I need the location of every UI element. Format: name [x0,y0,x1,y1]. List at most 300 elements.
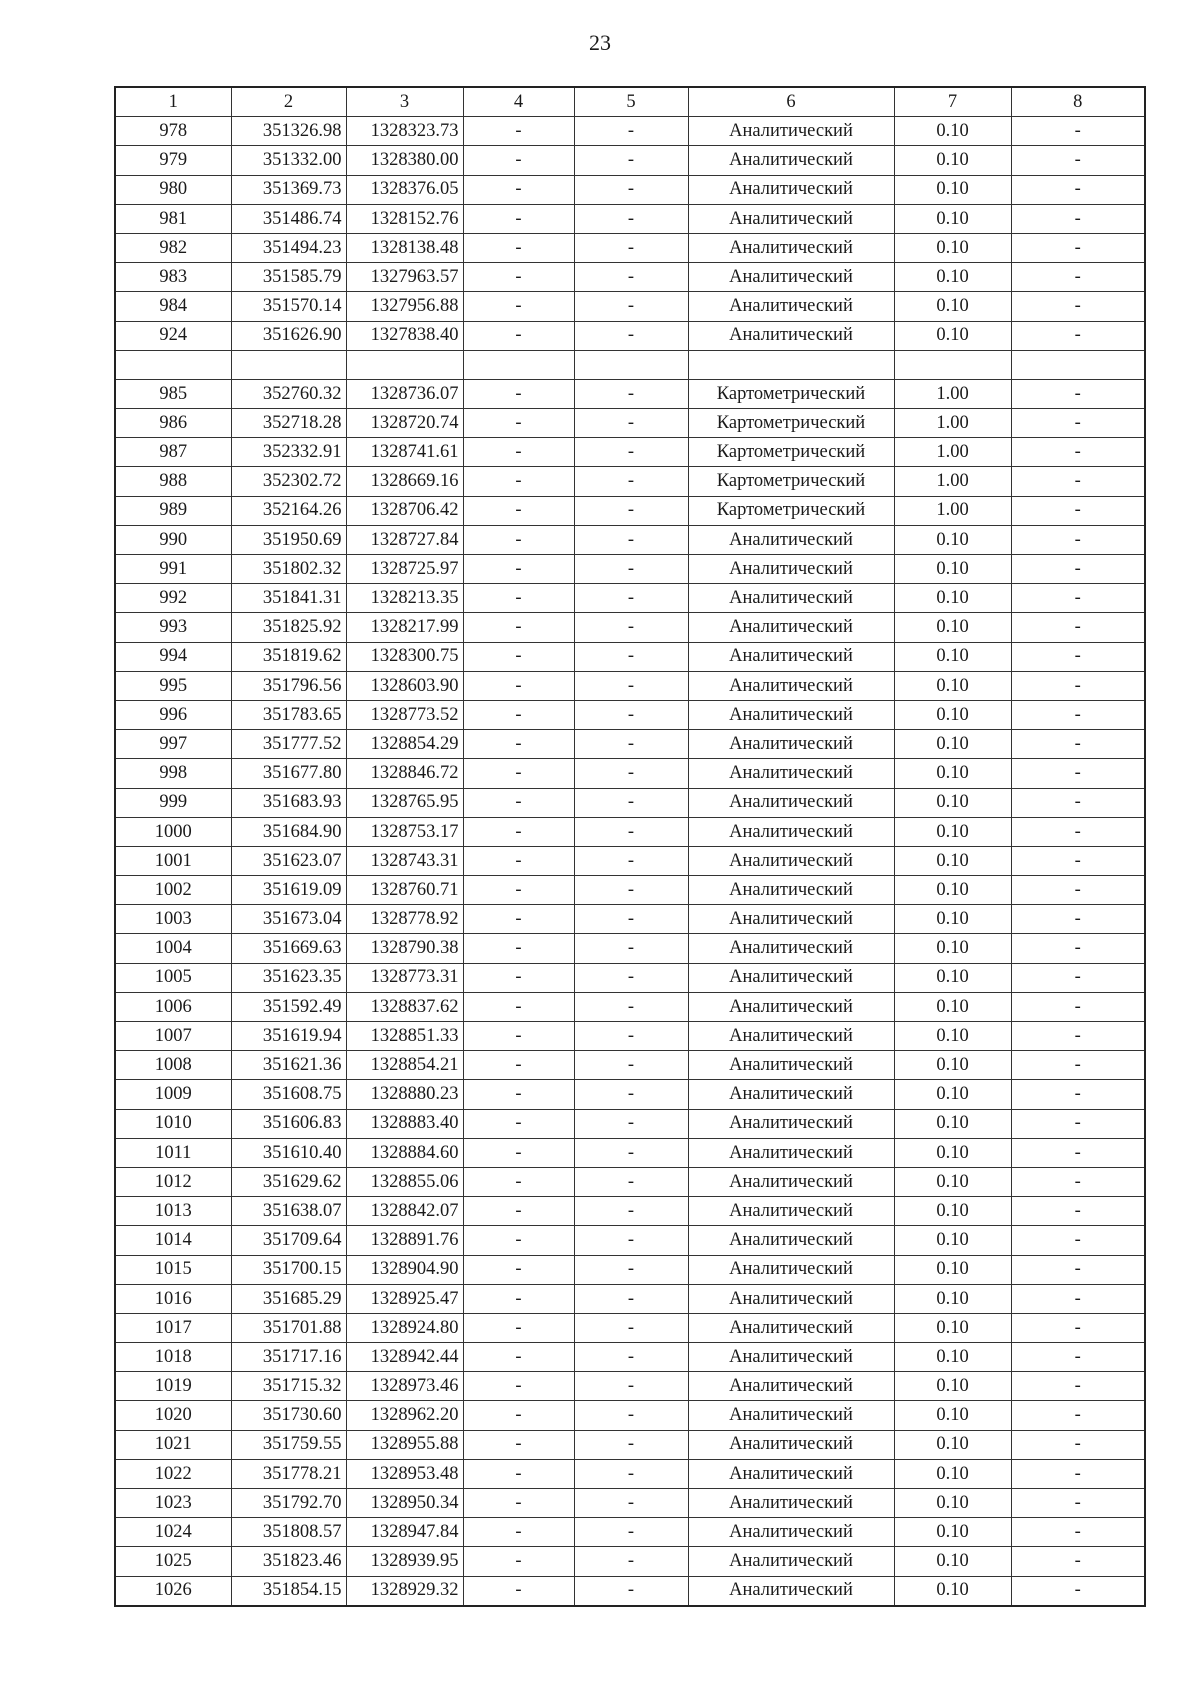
cell-col-8: - [1011,1138,1145,1167]
cell-method: Аналитический [688,817,894,846]
cell-coord-y: 1328854.29 [346,730,463,759]
cell-accuracy: 1.00 [894,438,1011,467]
cell-col-4: - [463,671,574,700]
cell-col-4: - [463,584,574,613]
cell-col-8: - [1011,292,1145,321]
cell-point-number: 989 [115,496,231,525]
cell-col-5: - [574,1372,688,1401]
cell-col-8: - [1011,555,1145,584]
cell-accuracy: 0.10 [894,321,1011,350]
table-row [115,379,1145,408]
cell-method: Аналитический [688,1547,894,1576]
cell-coord-y: 1328973.46 [346,1372,463,1401]
cell-accuracy: 0.10 [894,613,1011,642]
table-row [115,1401,1145,1430]
cell-accuracy: 0.10 [894,1518,1011,1547]
cell-method: Аналитический [688,146,894,175]
cell-accuracy: 1.00 [894,496,1011,525]
cell-coord-y: 1328376.05 [346,175,463,204]
cell-point-number: 996 [115,700,231,729]
cell-col-5: - [574,204,688,233]
cell-col-8: - [1011,1313,1145,1342]
cell-col-5: - [574,642,688,671]
cell-col-5: - [574,1109,688,1138]
cell-method [688,350,894,379]
cell-method: Аналитический [688,525,894,554]
cell-accuracy: 0.10 [894,1372,1011,1401]
cell-coord-y: 1328837.62 [346,992,463,1021]
table-row [115,321,1145,350]
cell-accuracy: 0.10 [894,876,1011,905]
cell-coord-y: 1328152.76 [346,204,463,233]
cell-coord-y: 1328323.73 [346,117,463,146]
cell-method: Аналитический [688,1372,894,1401]
cell-point-number: 1013 [115,1197,231,1226]
table-row [115,409,1145,438]
cell-col-8: - [1011,1547,1145,1576]
cell-col-8: - [1011,788,1145,817]
cell-accuracy [894,350,1011,379]
cell-col-5: - [574,1051,688,1080]
cell-col-8: - [1011,175,1145,204]
cell-method: Аналитический [688,1401,894,1430]
cell-coord-x: 351608.75 [231,1080,346,1109]
cell-point-number: 998 [115,759,231,788]
cell-col-4: - [463,525,574,554]
cell-point-number: 1026 [115,1576,231,1606]
cell-point-number: 981 [115,204,231,233]
cell-accuracy: 0.10 [894,555,1011,584]
cell-accuracy: 0.10 [894,1313,1011,1342]
cell-coord-y: 1328760.71 [346,876,463,905]
cell-accuracy: 0.10 [894,642,1011,671]
table-row [115,1167,1145,1196]
cell-col-8: - [1011,233,1145,262]
cell-coord-x: 351950.69 [231,525,346,554]
table-row [115,846,1145,875]
table-row [115,963,1145,992]
cell-point-number: 992 [115,584,231,613]
cell-coord-x: 351592.49 [231,992,346,1021]
cell-col-4: - [463,1518,574,1547]
cell-col-4: - [463,1576,574,1606]
column-header-2: 2 [231,87,346,117]
cell-coord-x: 351777.52 [231,730,346,759]
cell-coord-y: 1328773.31 [346,963,463,992]
cell-coord-y: 1327963.57 [346,263,463,292]
cell-col-4: - [463,117,574,146]
table-row [115,788,1145,817]
cell-accuracy: 0.10 [894,1051,1011,1080]
cell-col-8: - [1011,1576,1145,1606]
cell-method: Аналитический [688,584,894,613]
cell-point-number [115,350,231,379]
table-row [115,700,1145,729]
cell-col-4: - [463,292,574,321]
cell-point-number: 1002 [115,876,231,905]
table-row [115,584,1145,613]
cell-col-4: - [463,1080,574,1109]
cell-method: Аналитический [688,846,894,875]
cell-point-number: 1025 [115,1547,231,1576]
cell-col-4: - [463,263,574,292]
cell-coord-x: 351673.04 [231,905,346,934]
cell-col-8: - [1011,1255,1145,1284]
cell-col-4: - [463,1022,574,1051]
cell-col-5: - [574,1197,688,1226]
cell-col-4: - [463,759,574,788]
cell-coord-y: 1328217.99 [346,613,463,642]
cell-coord-y: 1328778.92 [346,905,463,934]
cell-method: Аналитический [688,1197,894,1226]
cell-coord-x: 351684.90 [231,817,346,846]
table-row [115,1197,1145,1226]
table-row [115,1284,1145,1313]
table-row [115,934,1145,963]
cell-accuracy: 0.10 [894,233,1011,262]
cell-col-4 [463,350,574,379]
cell-col-4: - [463,146,574,175]
table-row [115,905,1145,934]
cell-coord-y: 1328706.42 [346,496,463,525]
cell-col-4: - [463,321,574,350]
table-row [115,525,1145,554]
cell-coord-x: 351669.63 [231,934,346,963]
cell-point-number: 1015 [115,1255,231,1284]
cell-coord-y: 1328790.38 [346,934,463,963]
cell-point-number: 982 [115,233,231,262]
cell-col-4: - [463,1313,574,1342]
cell-method: Аналитический [688,1430,894,1459]
table-row [115,730,1145,759]
cell-col-4: - [463,1430,574,1459]
cell-method: Аналитический [688,1080,894,1109]
cell-accuracy: 0.10 [894,1109,1011,1138]
cell-point-number: 1012 [115,1167,231,1196]
cell-method: Аналитический [688,642,894,671]
table-row [115,876,1145,905]
cell-method: Аналитический [688,1167,894,1196]
cell-col-8: - [1011,1284,1145,1313]
cell-method: Аналитический [688,613,894,642]
cell-col-4: - [463,788,574,817]
cell-col-8: - [1011,1197,1145,1226]
table-row [115,613,1145,642]
cell-col-8: - [1011,642,1145,671]
cell-accuracy: 0.10 [894,263,1011,292]
table-row [115,1343,1145,1372]
cell-col-8: - [1011,700,1145,729]
cell-coord-x: 351606.83 [231,1109,346,1138]
cell-col-5: - [574,496,688,525]
cell-col-5: - [574,759,688,788]
cell-col-5: - [574,409,688,438]
cell-method: Аналитический [688,1459,894,1488]
table-row [115,555,1145,584]
cell-coord-x: 351783.65 [231,700,346,729]
cell-coord-x: 351326.98 [231,117,346,146]
page-number: 23 [589,30,611,55]
table-row [115,1138,1145,1167]
table-row [115,1547,1145,1576]
column-header-1: 1 [115,87,231,117]
cell-coord-x: 351621.36 [231,1051,346,1080]
cell-coord-y: 1328380.00 [346,146,463,175]
cell-col-4: - [463,438,574,467]
cell-coord-y: 1328300.75 [346,642,463,671]
cell-method: Картометрический [688,409,894,438]
cell-method: Аналитический [688,1576,894,1606]
cell-col-8: - [1011,409,1145,438]
cell-coord-x: 351626.90 [231,321,346,350]
cell-coord-x: 351796.56 [231,671,346,700]
cell-col-4: - [463,175,574,204]
cell-point-number: 986 [115,409,231,438]
cell-coord-y: 1327838.40 [346,321,463,350]
cell-col-5: - [574,1080,688,1109]
cell-coord-y: 1328854.21 [346,1051,463,1080]
table-row [115,1576,1145,1606]
cell-col-5: - [574,146,688,175]
cell-method: Аналитический [688,1051,894,1080]
cell-coord-y: 1328955.88 [346,1430,463,1459]
table-row [115,175,1145,204]
table-row [115,1372,1145,1401]
cell-col-8: - [1011,321,1145,350]
table-row [115,1022,1145,1051]
cell-col-8: - [1011,1343,1145,1372]
cell-col-8: - [1011,1167,1145,1196]
cell-col-5: - [574,233,688,262]
cell-method: Картометрический [688,379,894,408]
cell-col-8: - [1011,146,1145,175]
cell-accuracy: 0.10 [894,1489,1011,1518]
cell-coord-x: 351623.35 [231,963,346,992]
cell-method: Аналитический [688,730,894,759]
cell-col-4: - [463,700,574,729]
cell-col-5: - [574,1167,688,1196]
cell-col-5: - [574,1343,688,1372]
cell-coord-x: 351685.29 [231,1284,346,1313]
cell-point-number: 1011 [115,1138,231,1167]
column-header-3: 3 [346,87,463,117]
cell-coord-y: 1328962.20 [346,1401,463,1430]
cell-col-5 [574,350,688,379]
cell-point-number: 1018 [115,1343,231,1372]
cell-col-5: - [574,467,688,496]
cell-accuracy: 0.10 [894,584,1011,613]
cell-col-5: - [574,292,688,321]
cell-col-4: - [463,642,574,671]
cell-method: Аналитический [688,175,894,204]
cell-point-number: 980 [115,175,231,204]
cell-accuracy: 0.10 [894,1197,1011,1226]
cell-point-number: 1007 [115,1022,231,1051]
cell-point-number: 1006 [115,992,231,1021]
cell-coord-x: 351730.60 [231,1401,346,1430]
cell-coord-x: 352718.28 [231,409,346,438]
cell-col-8: - [1011,876,1145,905]
table-row [115,1255,1145,1284]
cell-method: Аналитический [688,1284,894,1313]
cell-point-number: 1010 [115,1109,231,1138]
cell-col-5: - [574,963,688,992]
cell-col-8: - [1011,1051,1145,1080]
cell-col-5: - [574,379,688,408]
cell-accuracy: 0.10 [894,1343,1011,1372]
cell-col-8: - [1011,1022,1145,1051]
cell-coord-x: 351759.55 [231,1430,346,1459]
cell-col-4: - [463,379,574,408]
cell-col-8: - [1011,817,1145,846]
cell-col-5: - [574,555,688,584]
cell-coord-x: 351619.94 [231,1022,346,1051]
table-row [115,817,1145,846]
cell-method: Аналитический [688,1518,894,1547]
cell-col-5: - [574,613,688,642]
cell-col-8: - [1011,963,1145,992]
table-row [115,1430,1145,1459]
cell-method: Картометрический [688,467,894,496]
cell-accuracy: 0.10 [894,525,1011,554]
cell-method: Аналитический [688,1313,894,1342]
cell-col-5: - [574,1138,688,1167]
cell-col-5: - [574,1547,688,1576]
cell-coord-y: 1328953.48 [346,1459,463,1488]
cell-coord-x: 351823.46 [231,1547,346,1576]
cell-coord-y: 1328846.72 [346,759,463,788]
table-row [115,350,1145,379]
cell-accuracy: 1.00 [894,467,1011,496]
cell-point-number: 1009 [115,1080,231,1109]
cell-col-5: - [574,1459,688,1488]
cell-col-4: - [463,555,574,584]
cell-accuracy: 0.10 [894,1080,1011,1109]
cell-coord-x: 351778.21 [231,1459,346,1488]
cell-point-number: 1021 [115,1430,231,1459]
cell-accuracy: 0.10 [894,846,1011,875]
table-row [115,438,1145,467]
column-header-6: 6 [688,87,894,117]
cell-coord-y: 1328736.07 [346,379,463,408]
column-header-5: 5 [574,87,688,117]
cell-col-5: - [574,817,688,846]
cell-col-5: - [574,1284,688,1313]
cell-accuracy: 0.10 [894,817,1011,846]
cell-method: Аналитический [688,700,894,729]
cell-point-number: 978 [115,117,231,146]
table-header [115,87,1145,117]
cell-col-4: - [463,1459,574,1488]
cell-col-8: - [1011,905,1145,934]
cell-method: Аналитический [688,1226,894,1255]
cell-method: Аналитический [688,233,894,262]
cell-col-5: - [574,1022,688,1051]
table-body [115,117,1145,1606]
cell-coord-y: 1328925.47 [346,1284,463,1313]
cell-col-8: - [1011,1518,1145,1547]
table-row [115,467,1145,496]
table-row [115,1459,1145,1488]
cell-coord-x: 351369.73 [231,175,346,204]
cell-col-5: - [574,1576,688,1606]
table-row [115,671,1145,700]
table-row [115,1080,1145,1109]
cell-col-5: - [574,788,688,817]
cell-point-number: 1020 [115,1401,231,1430]
cell-point-number: 991 [115,555,231,584]
cell-col-4: - [463,1109,574,1138]
cell-accuracy: 0.10 [894,963,1011,992]
cell-accuracy: 0.10 [894,175,1011,204]
cell-col-8: - [1011,1226,1145,1255]
cell-coord-x: 351570.14 [231,292,346,321]
cell-method: Аналитический [688,759,894,788]
cell-accuracy: 1.00 [894,409,1011,438]
cell-point-number: 994 [115,642,231,671]
cell-coord-x [231,350,346,379]
cell-accuracy: 0.10 [894,934,1011,963]
cell-col-4: - [463,1167,574,1196]
cell-method: Аналитический [688,1489,894,1518]
cell-point-number: 1016 [115,1284,231,1313]
cell-col-5: - [574,438,688,467]
cell-col-8: - [1011,263,1145,292]
table-row [115,1313,1145,1342]
cell-col-5: - [574,1489,688,1518]
cell-coord-x: 351709.64 [231,1226,346,1255]
coordinates-table [114,86,1146,1607]
cell-method: Аналитический [688,963,894,992]
cell-col-4: - [463,233,574,262]
cell-point-number: 1000 [115,817,231,846]
cell-accuracy: 0.10 [894,1401,1011,1430]
cell-coord-x: 351332.00 [231,146,346,175]
cell-col-8: - [1011,1401,1145,1430]
cell-coord-x: 351585.79 [231,263,346,292]
cell-point-number: 995 [115,671,231,700]
cell-coord-y: 1328773.52 [346,700,463,729]
cell-coord-x: 351619.09 [231,876,346,905]
cell-coord-y: 1328765.95 [346,788,463,817]
cell-coord-y: 1328213.35 [346,584,463,613]
cell-col-4: - [463,934,574,963]
cell-col-8: - [1011,496,1145,525]
cell-coord-x: 351683.93 [231,788,346,817]
cell-coord-x: 351808.57 [231,1518,346,1547]
cell-col-4: - [463,876,574,905]
cell-point-number: 979 [115,146,231,175]
cell-coord-y: 1328743.31 [346,846,463,875]
cell-coord-y: 1328741.61 [346,438,463,467]
cell-method: Аналитический [688,555,894,584]
cell-accuracy: 0.10 [894,759,1011,788]
table-row [115,1051,1145,1080]
cell-accuracy: 0.10 [894,1167,1011,1196]
cell-col-5: - [574,1226,688,1255]
table-row [115,759,1145,788]
table-row [115,146,1145,175]
cell-coord-x: 352332.91 [231,438,346,467]
cell-coord-x: 351638.07 [231,1197,346,1226]
cell-coord-x: 352760.32 [231,379,346,408]
cell-col-5: - [574,525,688,554]
cell-col-8: - [1011,846,1145,875]
cell-col-5: - [574,584,688,613]
cell-col-5: - [574,1255,688,1284]
cell-method: Аналитический [688,292,894,321]
cell-col-8: - [1011,379,1145,408]
